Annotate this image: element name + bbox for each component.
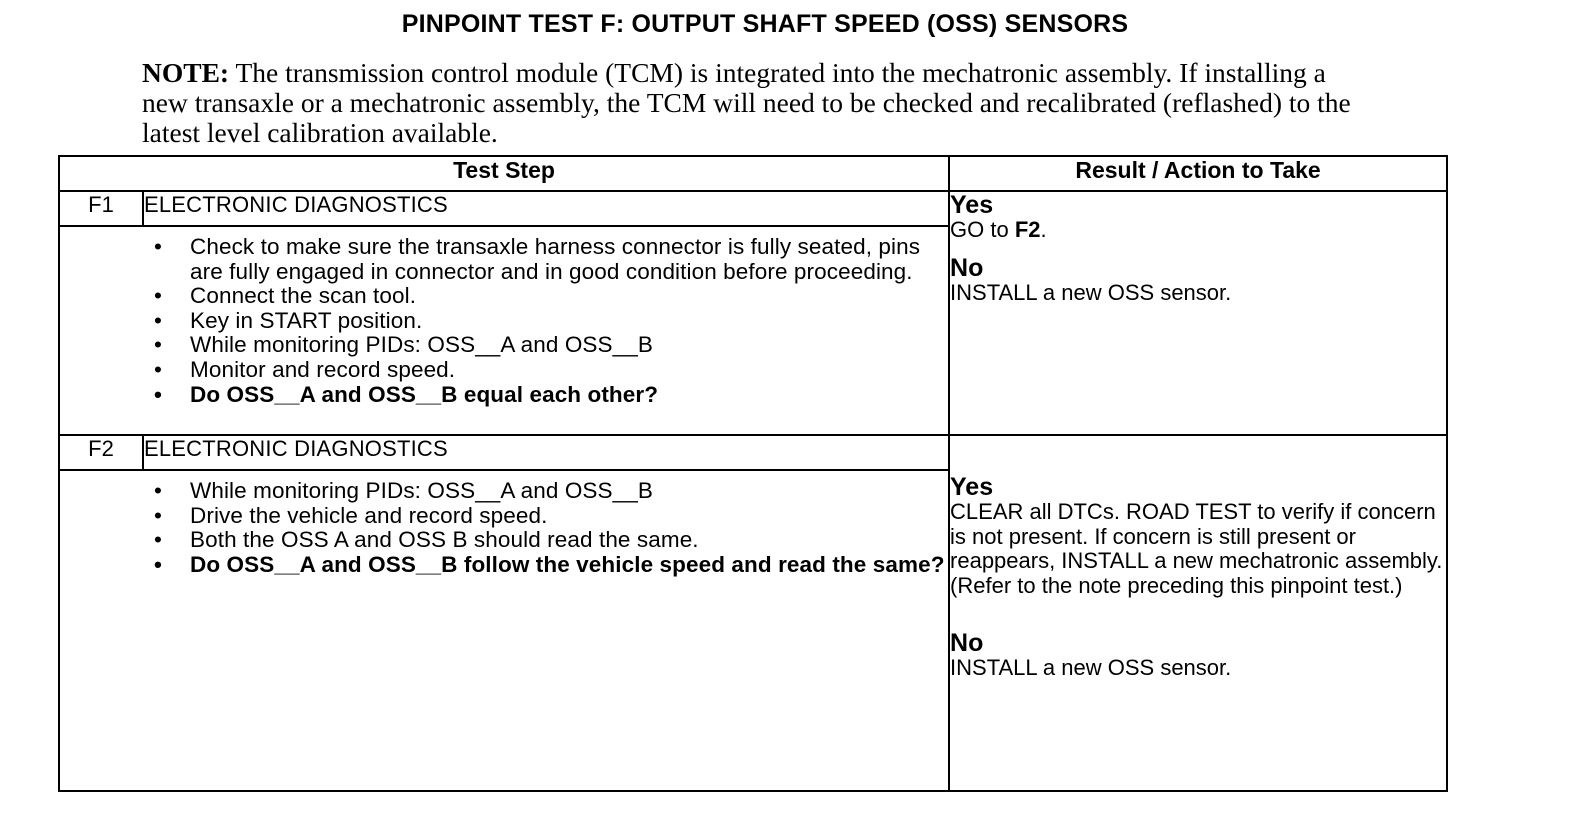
step-f2-title-row: [59, 435, 1447, 470]
header-test-step: Test Step: [59, 156, 949, 191]
bullet-dot-icon: •: [154, 478, 162, 503]
bullet-dot-icon: •: [154, 307, 162, 333]
bullet-list-f1: [60, 227, 948, 407]
bullet-item: [60, 504, 948, 529]
bullet-item: [60, 284, 948, 309]
result-no-text: INSTALL a new OSS sensor.: [950, 279, 1232, 305]
bullet-text: While monitoring PIDs: OSS__A and OSS__B: [190, 332, 653, 358]
step-id-f2: F2: [59, 435, 143, 470]
result-yes-label: Yes: [950, 473, 994, 501]
result-no-label: No: [950, 629, 984, 658]
bullet-dot-icon: •: [154, 234, 162, 259]
step-title-f2: ELECTRONIC DIAGNOSTICS: [143, 435, 949, 470]
step-title-f1: ELECTRONIC DIAGNOSTICS: [143, 191, 949, 226]
bullet-item: [60, 479, 948, 504]
bullet-item: [60, 383, 948, 408]
step-f1-title-row: [59, 191, 1447, 226]
result-yes-step-ref: F2: [1014, 217, 1041, 242]
bullet-dot-icon: •: [154, 502, 162, 528]
bullet-item: [60, 235, 948, 284]
bullet-dot-icon: •: [154, 356, 162, 382]
result-yes-prefix: GO to: [950, 217, 1015, 242]
bullet-item: [60, 333, 948, 358]
table-header-row: [59, 156, 1447, 191]
bullet-item: [60, 528, 948, 553]
result-yes-label: Yes: [950, 191, 994, 219]
bullet-item: [60, 309, 948, 334]
step-body-f1: [59, 226, 949, 435]
result-yes-suffix: .: [1040, 217, 1047, 242]
bullet-text: Do OSS__A and OSS__B follow the vehicle speed and read the same?: [190, 551, 945, 577]
result-no-text: INSTALL a new OSS sensor.: [950, 655, 1232, 681]
bullet-text: Monitor and record speed.: [190, 356, 456, 382]
result-yes-text: [950, 218, 1446, 243]
bullet-item: [60, 358, 948, 383]
bullet-dot-icon: •: [154, 381, 162, 407]
bullet-text: Check to make sure the transaxle harness connector is fully seated, pins are fully engaged in connector and in good condition before proceeding.: [190, 234, 921, 284]
bullet-text: Both the OSS A and OSS B should read the same.: [190, 527, 699, 553]
bullet-list-f2: [60, 471, 948, 577]
result-cell-f2: [949, 435, 1447, 791]
result-no-label: No: [950, 253, 984, 282]
bullet-dot-icon: •: [154, 283, 162, 309]
bullet-text: Key in START position.: [190, 307, 423, 333]
header-result-action: Result / Action to Take: [949, 156, 1447, 191]
result-cell-f1: [949, 191, 1447, 435]
bullet-dot-icon: •: [154, 527, 162, 553]
page-title: PINPOINT TEST F: OUTPUT SHAFT SPEED (OSS) SENSORS: [401, 10, 1129, 38]
bullet-dot-icon: •: [154, 332, 162, 358]
step-id-f1: F1: [59, 191, 143, 226]
bullet-item: [60, 553, 948, 578]
step-body-f2: [59, 470, 949, 791]
note-text: The transmission control module (TCM) is integrated into the mechatronic assembly. If installing a new transaxle or a mechatronic assembly, the TCM will need to be checked and recalibrated (reflashed) to the latest level calibration available.: [142, 57, 1351, 148]
note-label: NOTE:: [142, 57, 230, 88]
bullet-text: Do OSS__A and OSS__B equal each other?: [190, 381, 659, 407]
bullet-text: Drive the vehicle and record speed.: [190, 502, 548, 528]
note-paragraph: [142, 58, 1372, 148]
result-yes-refer-text: (Refer to the note preceding this pinpoint test.): [950, 572, 1403, 598]
bullet-text: Connect the scan tool.: [190, 283, 417, 309]
pinpoint-test-table: [58, 155, 1448, 792]
bullet-dot-icon: •: [154, 551, 162, 577]
result-yes-text: CLEAR all DTCs. ROAD TEST to verify if concern is not present. If concern is still present or reappears, INSTALL a new mechatronic assembly.: [950, 499, 1443, 574]
bullet-text: While monitoring PIDs: OSS__A and OSS__B: [190, 478, 653, 503]
